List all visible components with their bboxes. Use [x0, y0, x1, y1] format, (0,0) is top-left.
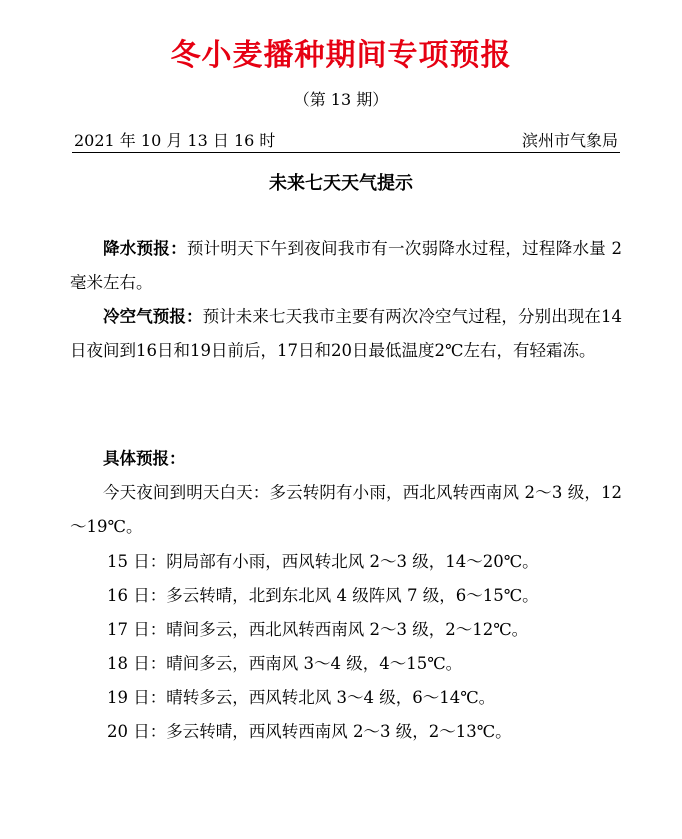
cold-air-label: 冷空气预报： [103, 307, 203, 326]
daily-forecast-item: 16 日：多云转晴，北到东北风 4 级阵风 7 级，6～15℃。 [107, 586, 539, 605]
issue-date: 2021 年 10 月 13 日 16 时 [74, 131, 276, 150]
detailed-forecast-heading: 具体预报： [103, 449, 186, 468]
daily-forecast-item: 17 日：晴间多云，西北风转西南风 2～3 级，2～12℃。 [107, 620, 529, 639]
tonight-forecast: 今天夜间到明天白天：多云转阴有小雨，西北风转西南风 2～3 级，12～19℃。 [70, 483, 622, 536]
issuing-organization: 滨州市气象局 [521, 131, 618, 150]
cold-air-paragraph [70, 300, 622, 367]
daily-forecast-item: 15 日：阴局部有小雨，西风转北风 2～3 级，14～20℃。 [107, 552, 539, 571]
precipitation-text: 预计明天下午到夜间我市有一次弱降水过程，过程降水量 2 毫米左右。 [70, 239, 623, 292]
daily-forecast-item: 18 日：晴间多云，西南风 3～4 级，4～15℃。 [107, 654, 463, 673]
document-title: 冬小麦播种期间专项预报 [170, 38, 512, 73]
header-divider [72, 152, 620, 153]
cold-air-text: 预计未来七天我市主要有两次冷空气过程，分别出现在14日夜间到16日和19日前后，17日和20日最低温度2℃左右，有轻霜冻。 [70, 307, 623, 360]
precipitation-label: 降水预报： [103, 239, 187, 258]
section-subtitle: 未来七天天气提示 [269, 173, 413, 194]
precipitation-paragraph [70, 232, 622, 299]
daily-forecast-item: 20 日：多云转晴，西风转西南风 2～3 级，2～13℃。 [107, 722, 512, 741]
dateline [72, 130, 620, 152]
daily-forecast-item: 19 日：晴转多云，西风转北风 3～4 级，6～14℃。 [107, 688, 496, 707]
issue-number: （第 13 期） [293, 90, 389, 109]
